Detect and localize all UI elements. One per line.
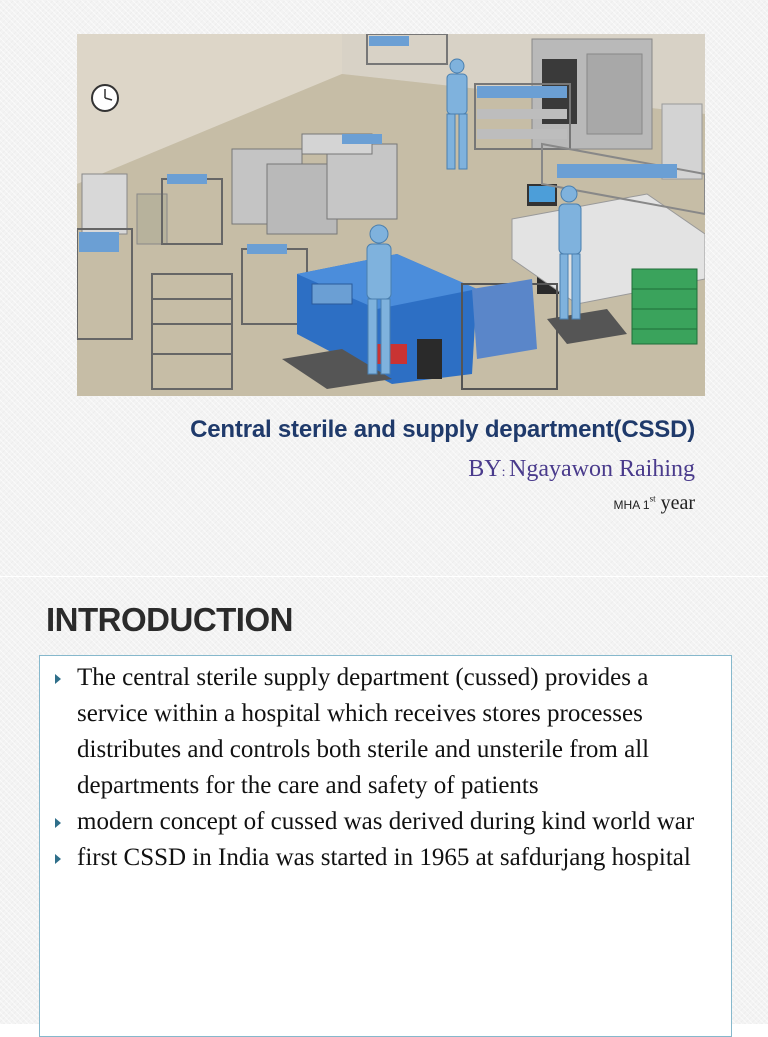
author-name: Ngayawon Raihing — [509, 456, 695, 482]
bullet-list — [40, 660, 731, 876]
bullet-text: first CSSD in India was started in 1965 at safdurjang hospital — [77, 844, 691, 871]
list-item — [40, 804, 731, 840]
by-label: BY — [468, 456, 502, 482]
ordinal-suffix: st — [649, 493, 656, 504]
bullet-text: The central sterile supply department (cussed) provides a service within a hospital which receives stores processes distributes and controls both sterile and unsterile from all departments for the care and safety of patients — [77, 664, 650, 799]
course-year — [614, 492, 695, 515]
bullet-arrow-icon — [55, 674, 61, 684]
cssd-illustration — [77, 34, 705, 396]
course-label: MHA 1 — [613, 498, 650, 512]
year-word: year — [660, 492, 695, 514]
slide-heading: INTRODUCTION — [46, 601, 293, 638]
presentation-title: Central sterile and supply department(CSSD) — [190, 416, 695, 443]
author-line — [468, 456, 695, 483]
introduction-slide — [0, 577, 768, 1024]
bullet-text: modern concept of cussed was derived during kind world war — [77, 808, 695, 835]
bullet-arrow-icon — [55, 854, 61, 864]
list-item — [40, 660, 731, 804]
bullet-arrow-icon — [55, 818, 61, 828]
list-item — [40, 840, 731, 876]
by-separator: : — [501, 465, 510, 480]
content-box — [39, 655, 732, 1037]
